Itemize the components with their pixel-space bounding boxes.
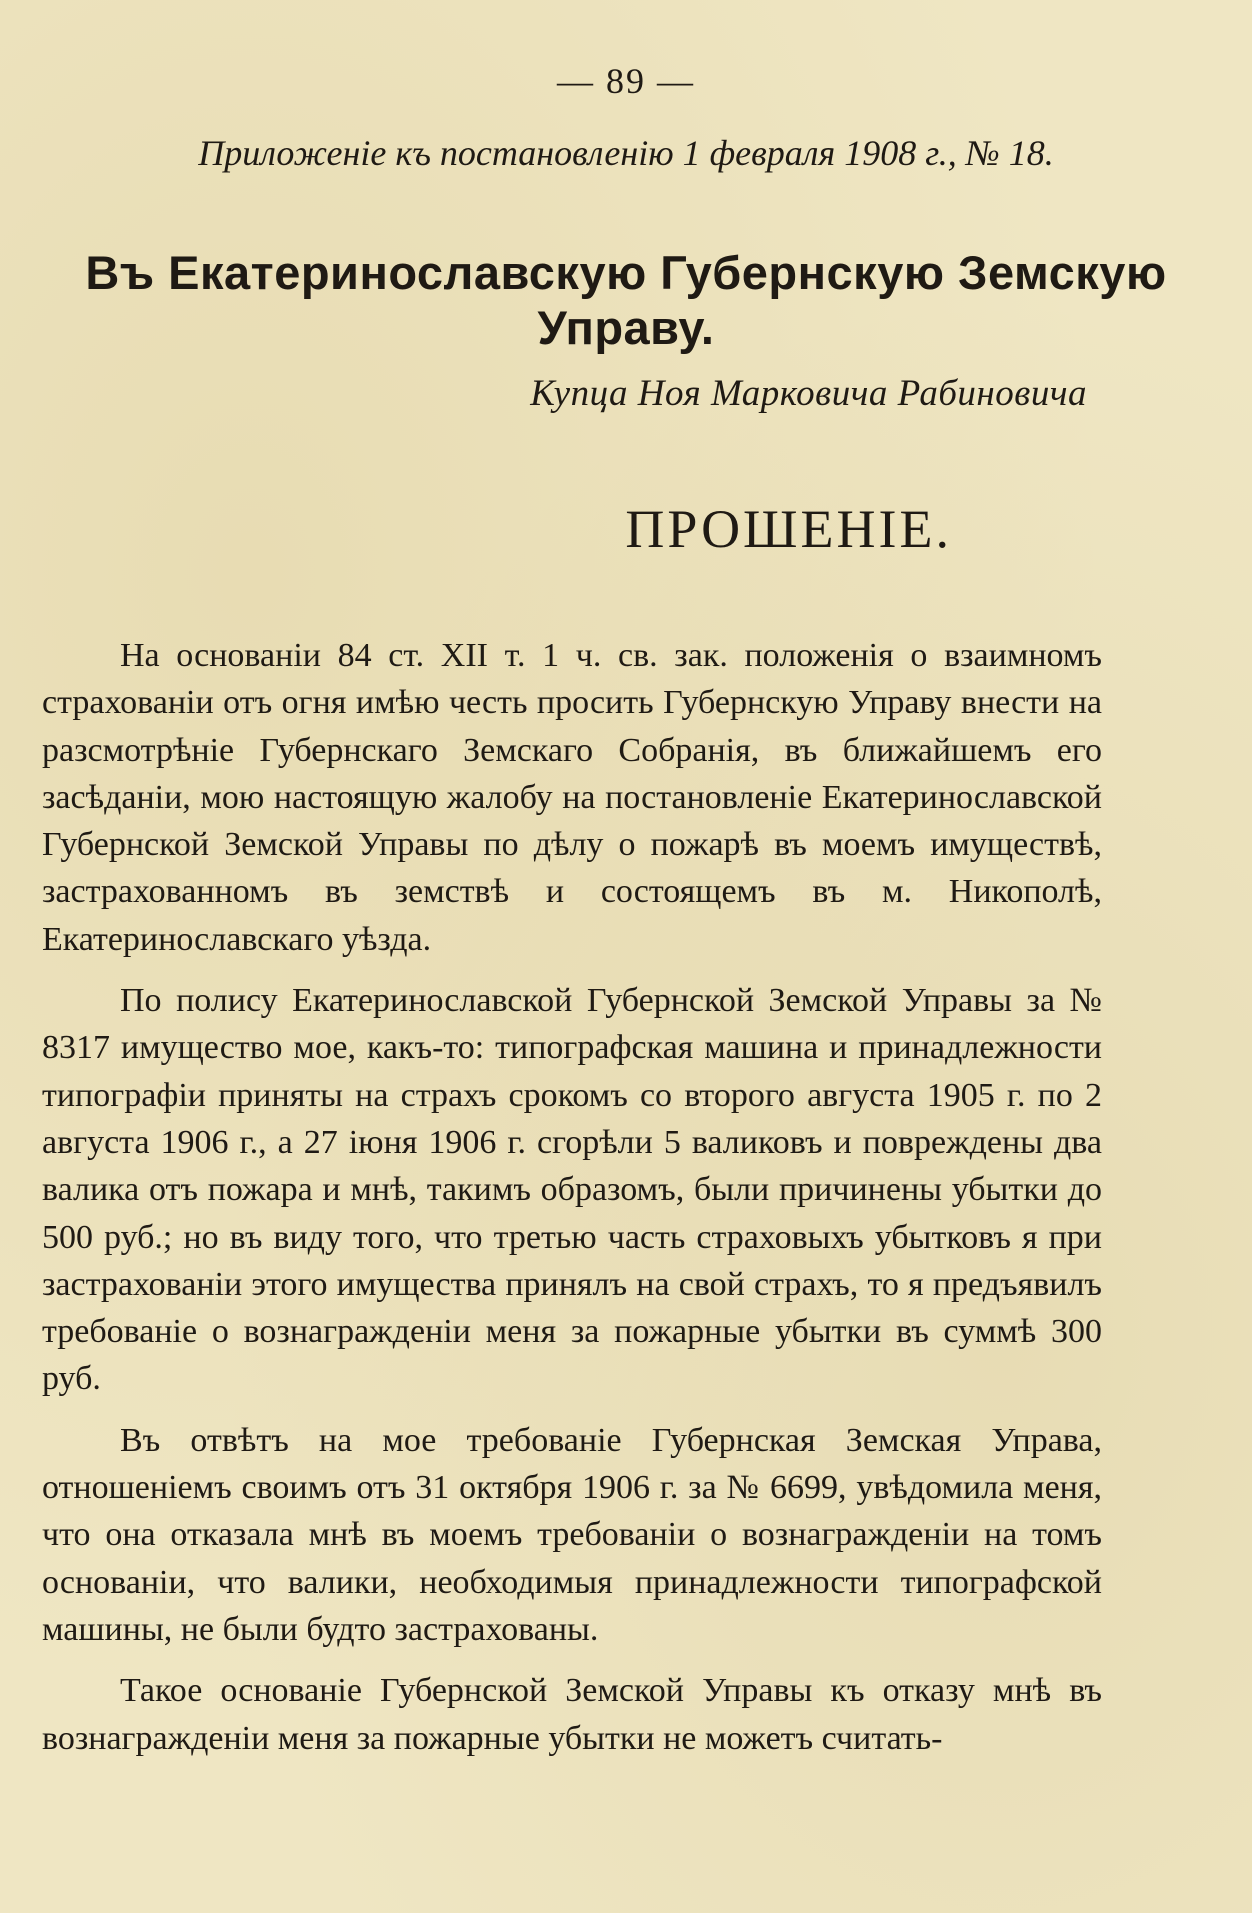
sender-line: Купца Ноя Марковича Рабиновича	[530, 373, 1087, 414]
page-number: — 89 —	[557, 61, 695, 101]
appendix-note: Приложеніе къ постановленію 1 февраля 1908 г., № 18.	[198, 133, 1054, 173]
addressee-heading: Въ Екатеринославскую Губернскую Земскую Управу.	[85, 246, 1167, 354]
paragraph: На основаніи 84 ст. XII т. 1 ч. св. зак. положенія о взаимномъ страхованіи отъ огня имѣю честь просить Губернскую Управу внести на разсмотрѣніе Губернскаго Земскаго Собранія, въ ближайшемъ его засѣданіи, мою настоящую жалобу на постановленіе Екатеринославской Губернской Земской Управы по дѣлу о пожарѣ въ моемъ имуществѣ, застрахованномъ въ земствѣ и состоящемъ въ м. Никополѣ, Екатеринославскаго уѣзда.	[42, 637, 1102, 958]
document-title: ПРОШЕНІЕ.	[625, 499, 952, 559]
paragraph: Въ отвѣтъ на мое требованіе Губернская Земская Управа, отношеніемъ своимъ отъ 31 октября 1906 г. за № 6699, увѣдомила меня, что она отказала мнѣ въ моемъ требованіи о вознагражденіи на томъ основаніи, что валики, необходимыя принадлежности типографской машины, не были будто застрахованы.	[42, 1421, 1102, 1648]
paragraph: Такое основаніе Губернской Земской Управы къ отказу мнѣ въ вознагражденіи меня за пожарные убытки не можетъ считать-	[42, 1672, 1102, 1757]
paragraph: По полису Екатеринославской Губернской Земской Управы за № 8317 имущество мое, какъ-то: типографская машина и принадлежности типографіи приняты на страхъ срокомъ со второго августа 1905 г. по 2 августа 1906 г., а 27 іюня 1906 г. сгорѣли 5 валиковъ и повреждены два валика отъ пожара и мнѣ, такимъ образомъ, были причинены убытки до 500 руб.; но въ виду того, что третью часть страховыхъ убытковъ я при застрахованіи этого имущества принялъ на свой страхъ, то я предъявилъ требованіе о вознагражденіи меня за пожарные убытки въ суммѣ 300 руб.	[42, 982, 1102, 1398]
petition-body	[42, 632, 1102, 1776]
